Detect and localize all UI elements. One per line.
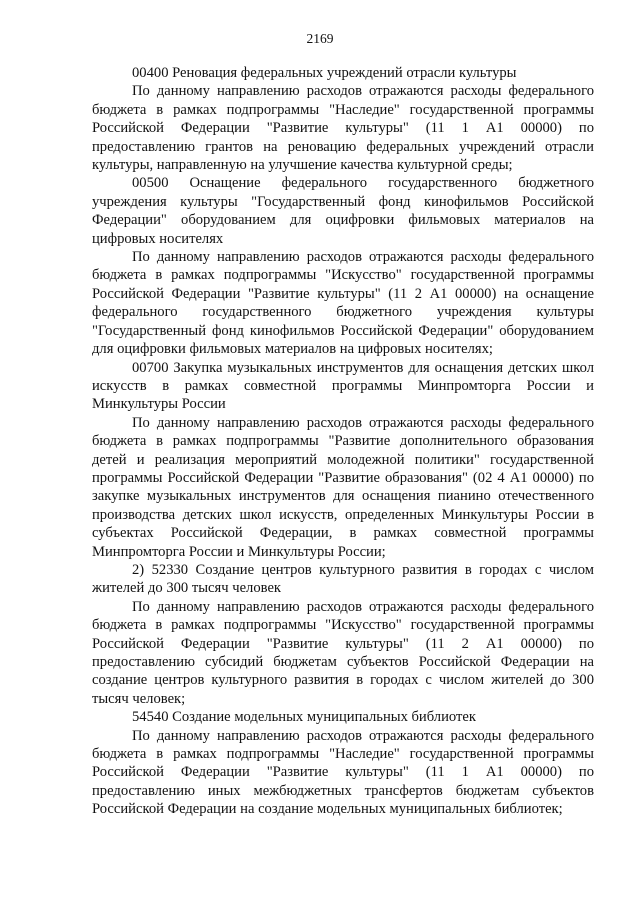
paragraph-54540-description: По данному направлению расходов отражаются расходы федерального бюджета в рамках подпрограммы "Наследие" государственной программы Российской Федерации "Развитие культуры" (11 1 A1 00000) по предоставлению иных межбюджетных трансфертов бюджетам субъектов Российской Федерации на создание модельных муниципальных библиотек; (92, 727, 594, 818)
heading-52330: 2) 52330 Создание центров культурного развития в городах с числом жителей до 300 тысяч человек (92, 561, 594, 597)
paragraph-00500-description: По данному направлению расходов отражаются расходы федерального бюджета в рамках подпрограммы "Искусство" государственной программы Российской Федерации "Развитие культуры" (11 2 A1 00000) на оснащение федерального государственного бюджетного учреждения культуры "Государственный фонд кинофильмов Российской Федерации" оборудованием для оцифровки фильмовых материалов на цифровых носителях; (92, 249, 594, 358)
heading-00700: 00700 Закупка музыкальных инструментов для оснащения детских школ искусств в рамках совместной программы Минпромторга России и Минкультуры России (92, 359, 594, 413)
paragraph-00400-description: По данному направлению расходов отражаются расходы федерального бюджета в рамках подпрограммы "Наследие" государственной программы Российской Федерации "Развитие культуры" (11 1 A1 00000) по предоставлению грантов на реновацию федеральных учреждений отрасли культуры, направленную на улучшение качества культурной среды; (92, 83, 594, 174)
page-number: 2169 (306, 31, 334, 46)
heading-00500: 00500 Оснащение федерального государственного бюджетного учреждения культуры "Государственный фонд кинофильмов Российской Федерации" оборудованием для оцифровки фильмовых материалов на цифровых носителях (92, 175, 594, 247)
document-body (92, 64, 594, 819)
paragraph-52330-description: По данному направлению расходов отражаются расходы федерального бюджета в рамках подпрограммы "Искусство" государственной программы Российской Федерации "Развитие культуры" (11 2 A1 00000) по предоставлению субсидий бюджетам субъектов Российской Федерации на создание центров культурного развития в городах с числом жителей до 300 тысяч человек; (92, 598, 594, 707)
paragraph-00700-description: По данному направлению расходов отражаются расходы федерального бюджета в рамках подпрограммы "Развитие дополнительного образования детей и реализация мероприятий молодежной политики" государственной программы Российской Федерации "Развитие образования" (02 4 A1 00000) по закупке музыкальных инструментов для оснащения пианино отечественного производства детских школ искусств, определенных Минкультуры России в субъектах Российской Федерации, в рамках совместной программы Минпромторга России и Минкультуры России; (92, 414, 594, 560)
heading-54540: 54540 Создание модельных муниципальных библиотек (132, 709, 476, 726)
heading-00400: 00400 Реновация федеральных учреждений отрасли культуры (132, 65, 517, 81)
